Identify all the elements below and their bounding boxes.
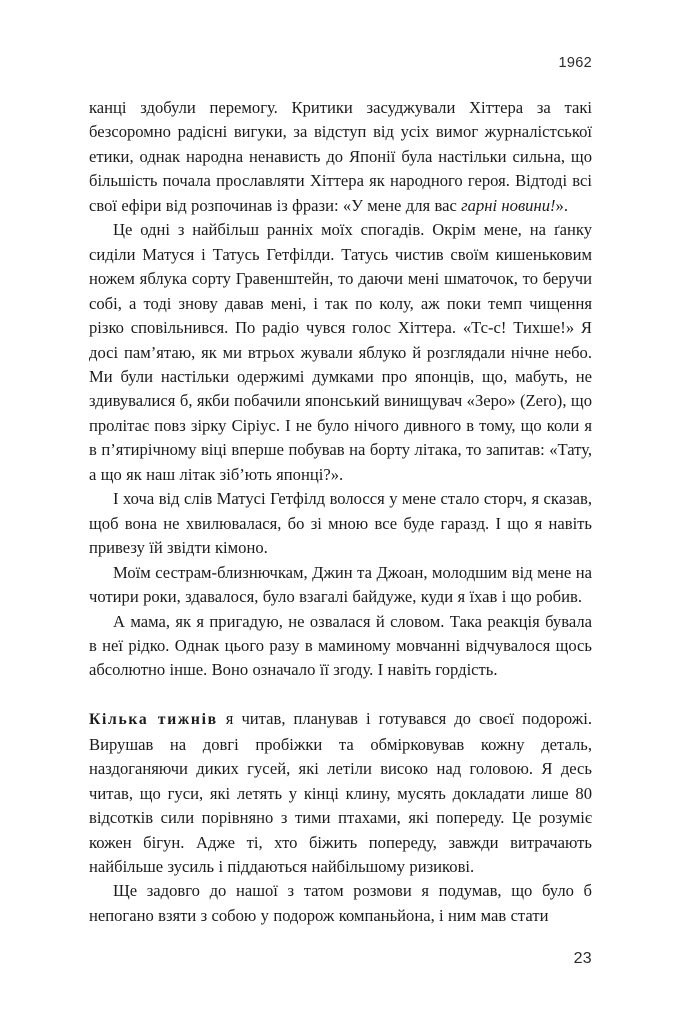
paragraph-text: я читав, планував і готувався до своєї подорожі. Вирушав на довгі пробіжки та обмірковував кожну деталь, наздоганяючи диких гусей, які летіли високо над головою. Я десь читав, що гуси, які летять у кінці клину, мусять докладати лише 80 відсотків сили порівняно з тими птахами, які попереду. Це розуміє кожен бігун. Адже ті, хто біжить попереду, завжди витрачають найбільше зусиль і піддаються найбільшому ризикові. — [89, 709, 592, 877]
section-leadin-text: Кілька тижнів — [89, 711, 218, 729]
paragraph-text: Ще задовго до нашої з татом розмови я подумав, що було б непогано взяти з собою у подорож компаньйона, і ним мав стати — [89, 881, 592, 925]
paragraph-text: ». — [555, 195, 568, 215]
paragraph-par-twin-sisters — [89, 561, 592, 610]
page-number: 23 — [573, 950, 592, 967]
emphasis-text: гарні новини! — [461, 195, 556, 215]
paragraph-par-matusya-hetfild — [89, 487, 592, 560]
paragraph-par-companion — [89, 879, 592, 928]
paragraph-par-earliest-memories — [89, 218, 592, 487]
paragraph-text: І хоча від слів Матусі Гетфілд волосся у мене стало сторч, я сказав, щоб вона не хвилювалася, бо зі мною все буде гаразд. І що я навіть привезу їй звідти кімоно. — [89, 489, 592, 558]
body-text-block — [89, 96, 592, 928]
paragraph-text: канці здобули перемогу. Критики засуджували Хіттера за такі безсоромно радісні вигуки, за відступ від усіх вимог журналістської етики, однак народна ненависть до Японії була настільки сильна, що більшість почала прославляти Хіттера як народного героя. Відтоді всі свої ефіри від розпочинав із фрази: «У мене для вас — [89, 98, 592, 215]
paragraph-par-weeks-of-planning — [89, 707, 592, 879]
paragraph-text: Це одні з найбільш ранніх моїх спогадів. Окрім мене, на ґанку сиділи Матуся і Татусь Гетфілди. Татусь чистив своїм кишеньковим ножем яблука сорту Гравенштейн, то даючи мені шматочок, то беручи собі, а тоді знову давав мені, і так по колу, аж поки темп чищення різко сповільнився. По радіо чувся голос Хіттера. «Тс-с! Тихше!» Я досі пам’ятаю, як ми втрьох жували яблуко й розглядали нічне небо. Ми були настільки одержимі думками про японців, що, мабуть, не здивувалися б, якби побачили японський винищувач «Зеро» (Zero), що пролітає повз зірку Сіріус. І не було нічого дивного в тому, що коли я в п’ятирічному віці вперше побував на борту літака, то запитав: «Тату, а що як наш літак зіб’ють японці?». — [89, 220, 592, 484]
paragraph-par-mother-silence — [89, 610, 592, 683]
paragraph-text: А мама, як я пригадую, не озвалася й словом. Така реакція бувала в неї рідко. Однак цього разу в маминому мовчанні відчувалося щось абсолютно інше. Воно означало її згоду. І навіть гордість. — [89, 611, 592, 680]
running-head-year: 1962 — [558, 55, 592, 71]
paragraph-par-continued — [89, 96, 592, 218]
paragraph-text: Моїм сестрам-близнючкам, Джин та Джоан, молодшим від мене на чотири роки, здавалося, було взагалі байдуже, куди я їхав і що робив. — [89, 562, 592, 607]
